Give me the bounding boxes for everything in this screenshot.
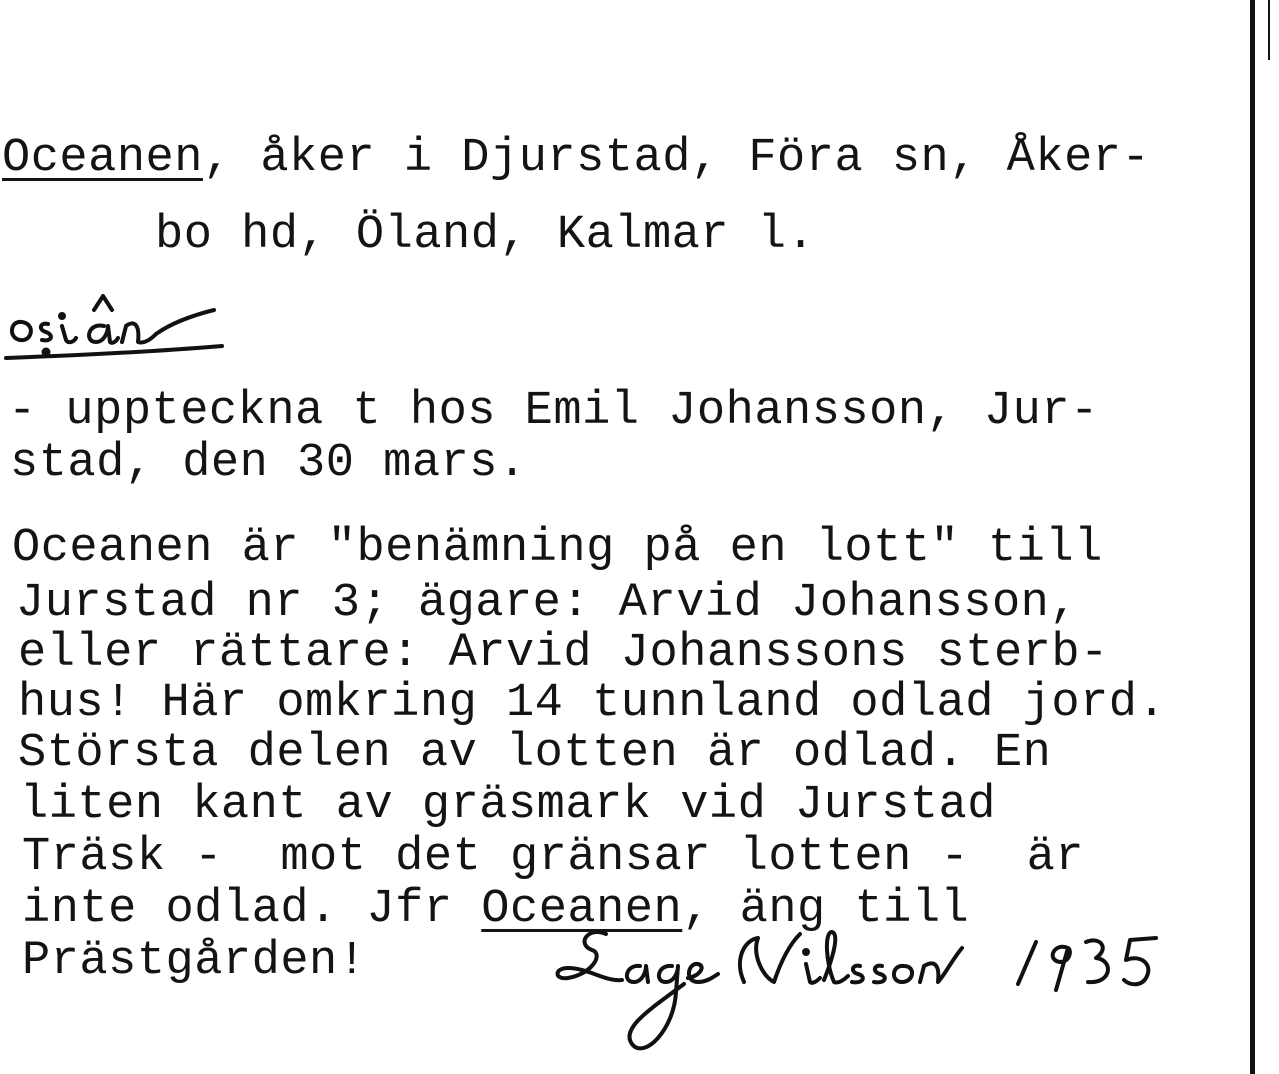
headword-line-2: bo hd, Öland, Kalmar l. (155, 209, 816, 262)
body-line-2: Jurstad nr 3; ägare: Arvid Johansson, (16, 577, 1079, 630)
body-line-3: eller rättare: Arvid Johanssons sterb- (18, 627, 1109, 680)
body-line-4: hus! Här omkring 14 tunnland odlad jord. (18, 677, 1167, 730)
body-line-8-pre: inte odlad. Jfr (22, 883, 482, 936)
record-line-1: - uppteckna t hos Emil Johansson, Jur- (8, 385, 1099, 438)
card-edge-tick (1268, 0, 1270, 60)
phonetic-handwriting (0, 280, 240, 370)
headword-line-1 (2, 132, 1151, 185)
headword-rest: , åker i Djurstad, Föra sn, Åker- (202, 132, 1151, 185)
headword-name: Oceanen (2, 132, 203, 185)
record-line-2: stad, den 30 mars. (10, 437, 527, 490)
body-line-1: Oceanen är "benämning på en lott" till (12, 522, 1103, 575)
body-line-5: Största delen av lotten är odlad. En (18, 727, 1052, 780)
body-line-8-post: , äng till (682, 883, 970, 936)
card-edge (1250, 0, 1255, 1074)
body-line-9: Prästgården! (22, 935, 367, 988)
body-line-6: liten kant av gräsmark vid Jurstad (20, 779, 996, 832)
cross-reference: Oceanen (481, 883, 683, 936)
signature-handwriting (548, 920, 1188, 1070)
body-line-7: Träsk - mot det gränsar lotten - är (22, 831, 1085, 884)
